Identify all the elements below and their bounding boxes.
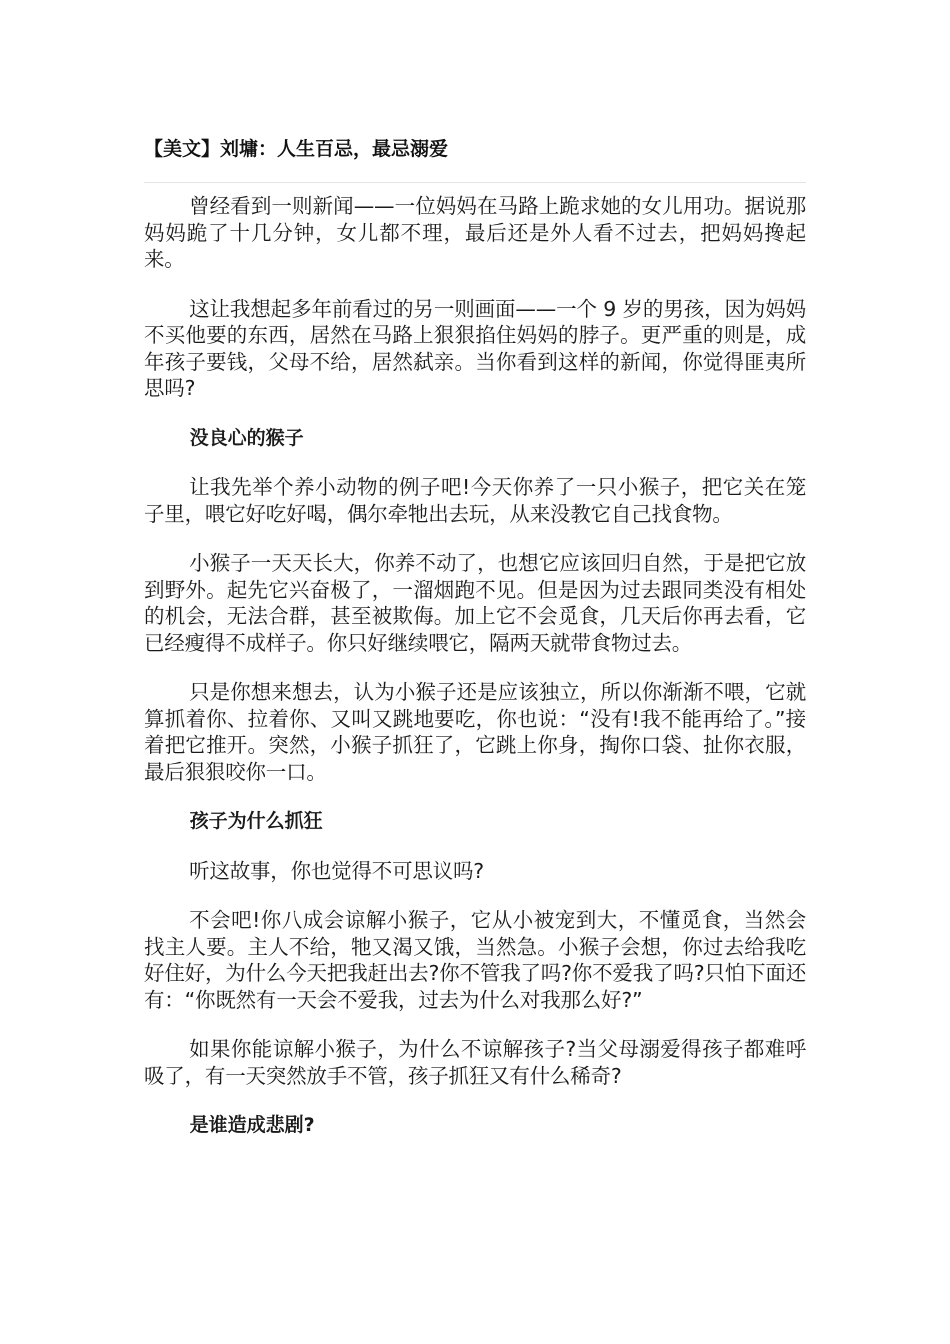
section-heading: 是谁造成悲剧? — [189, 1114, 315, 1136]
paragraph: 听这故事，你也觉得不可思议吗? — [189, 858, 484, 883]
paragraph: 这让我想起多年前看过的另一则画面——一个 9 岁的男孩，因为妈妈不买他要的东西，居然在马路上狠狠掐住妈妈的脖子。更严重的则是，成年孩子要钱，父母不给，居然弑亲。当你看到这样的新闻，你觉得匪夷所思吗? — [144, 296, 806, 400]
article-title: 【美文】刘墉：人生百忌，最忌溺爱 — [144, 134, 806, 183]
section-heading: 没良心的猴子 — [189, 426, 304, 449]
section-heading: 孩子为什么抓狂 — [189, 810, 323, 832]
paragraph: 曾经看到一则新闻——一位妈妈在马路上跪求她的女儿用功。据说那妈妈跪了十几分钟，女儿都不理，最后还是外人看不过去，把妈妈搀起来。 — [144, 194, 806, 271]
paragraph: 只是你想来想去，认为小猴子还是应该独立，所以你渐渐不喂，它就算抓着你、拉着你、又叫又跳地要吃，你也说：“没有!我不能再给了。”接着把它推开。突然，小猴子抓狂了，它跳上你身，掏你口袋、扯你衣服，最后狠狠咬你一口。 — [144, 680, 806, 784]
document-page — [144, 134, 806, 1162]
paragraph: 不会吧!你八成会谅解小猴子，它从小被宠到大，不懂觅食，当然会找主人要。主人不给，牠又渴又饿，当然急。小猴子会想，你过去给我吃好住好，为什么今天把我赶出去?你不管我了吗?你不爱我了吗?只怕下面还有：“你既然有一天会不爱我，过去为什么对我那么好?” — [144, 908, 806, 1012]
article-body — [144, 193, 806, 1139]
paragraph: 如果你能谅解小猴子，为什么不谅解孩子?当父母溺爱得孩子都难呼吸了，有一天突然放手不管，孩子抓狂又有什么稀奇? — [144, 1037, 806, 1088]
paragraph: 让我先举个养小动物的例子吧!今天你养了一只小猴子，把它关在笼子里，喂它好吃好喝，偶尔牵牠出去玩，从来没教它自己找食物。 — [144, 475, 806, 526]
paragraph: 小猴子一天天长大，你养不动了，也想它应该回归自然，于是把它放到野外。起先它兴奋极了，一溜烟跑不见。但是因为过去跟同类没有相处的机会，无法合群，甚至被欺侮。加上它不会觅食，几天后你再去看，它已经瘦得不成样子。你只好继续喂它，隔两天就带食物过去。 — [144, 551, 806, 655]
